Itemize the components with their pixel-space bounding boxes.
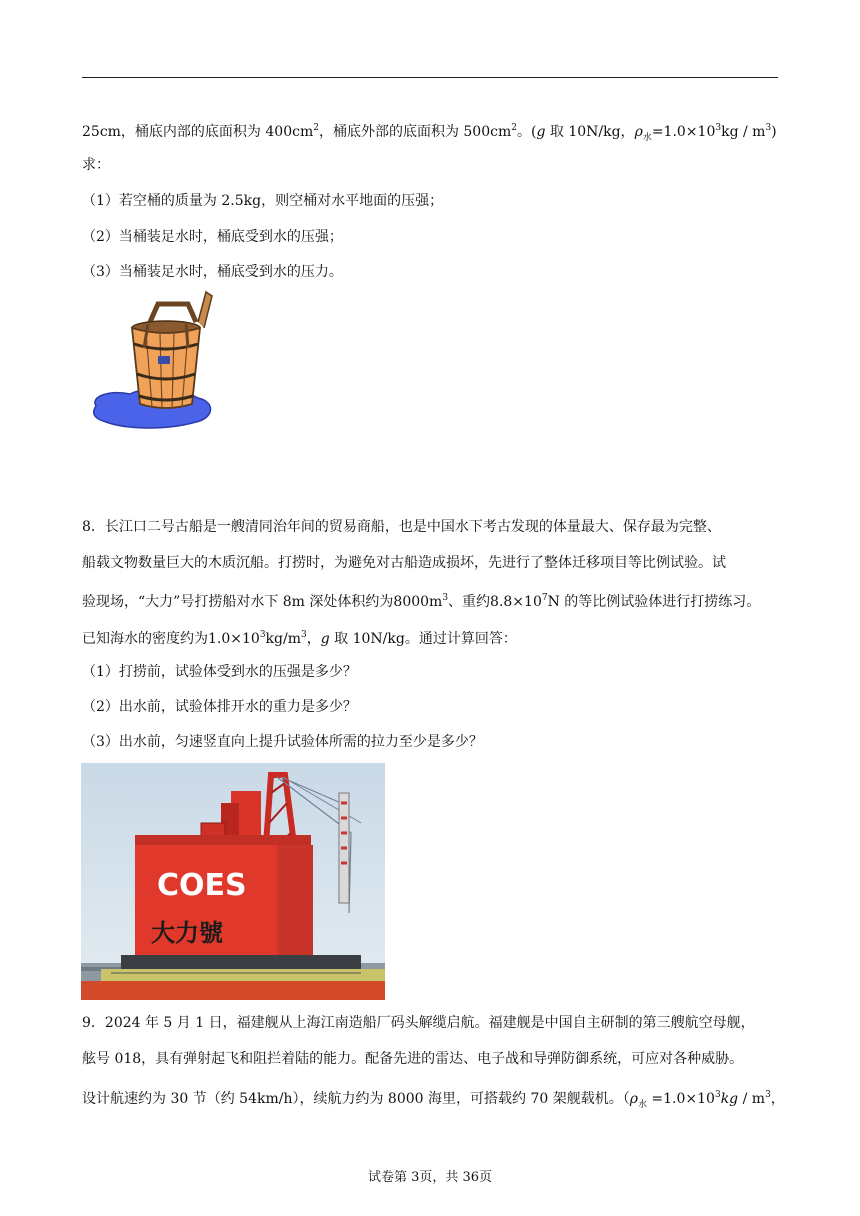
q7-sub2: （2）当桶装足水时，桶底受到水的压强；	[82, 229, 343, 245]
q9-line1: 9．2024 年 5 月 1 日，福建舰从上海江南造船厂码头解缆启航。福建舰是中国自主研制的第三艘航空母舰，	[82, 1015, 755, 1031]
bucket-figure	[88, 288, 228, 436]
q8-sub2: （2）出水前，试验体排开水的重力是多少？	[82, 699, 357, 715]
q8-line3: 验现场，“大力”号打捞船对水下 8m 深处体积约为$8000m^3$、重约$8.8\times 10^7N$ 的等比例试验体进行打捞练习。	[82, 593, 761, 610]
q7-ask: 求：	[82, 157, 110, 173]
q7-sub1: （1）若空桶的质量为 2.5kg，则空桶对水平地面的压强；	[82, 193, 444, 209]
header-rule	[82, 77, 778, 78]
crane-ship-photo	[81, 763, 385, 1000]
q8-sub3: （3）出水前，匀速竖直向上提升试验体所需的拉力至少是多少？	[82, 734, 483, 750]
q7-sub3: （3）当桶装足水时，桶底受到水的压力。	[82, 264, 343, 280]
ship-logo-text: COES	[157, 868, 247, 903]
q9-line3: 设计航速约为 30 节（约 54km/h），续航力约为 8000 海里，可搭载约 70 架舰载机。（$\rho_水 =1.0\times 10^3kg / m^3$，	[82, 1090, 785, 1110]
q9-line2: 舷号 018，具有弹射起飞和阻拦着陆的能力。配备先进的雷达、电子战和导弹防御系统，可应对各种威胁。	[82, 1051, 744, 1067]
q7-line1: 25cm，桶底内部的底面积为 $400cm^2$，桶底外部的底面积为 $500cm^2$。(g 取 10N/kg，$\rho_水=1.0\times 10^3kg / m^3$)	[82, 123, 777, 143]
q8-line2: 船载文物数量巨大的木质沉船。打捞时，为避免对古船造成损坏，先进行了整体迁移项目等比例试验。试	[82, 555, 726, 571]
ship-name-text: 大力號	[151, 918, 223, 947]
q8-line4: 已知海水的密度约为$1.0\times 10^3kg/m^3$，g 取 10N/kg。通过计算回答：	[82, 630, 517, 647]
page-footer: 试卷第 3页，共 36页	[367, 1170, 493, 1185]
q8-line1: 8．长江口二号古船是一艘清同治年间的贸易商船，也是中国水下考古发现的体量最大、保存最为完整、	[82, 519, 721, 535]
q8-sub1: （1）打捞前，试验体受到水的压强是多少？	[82, 664, 357, 680]
